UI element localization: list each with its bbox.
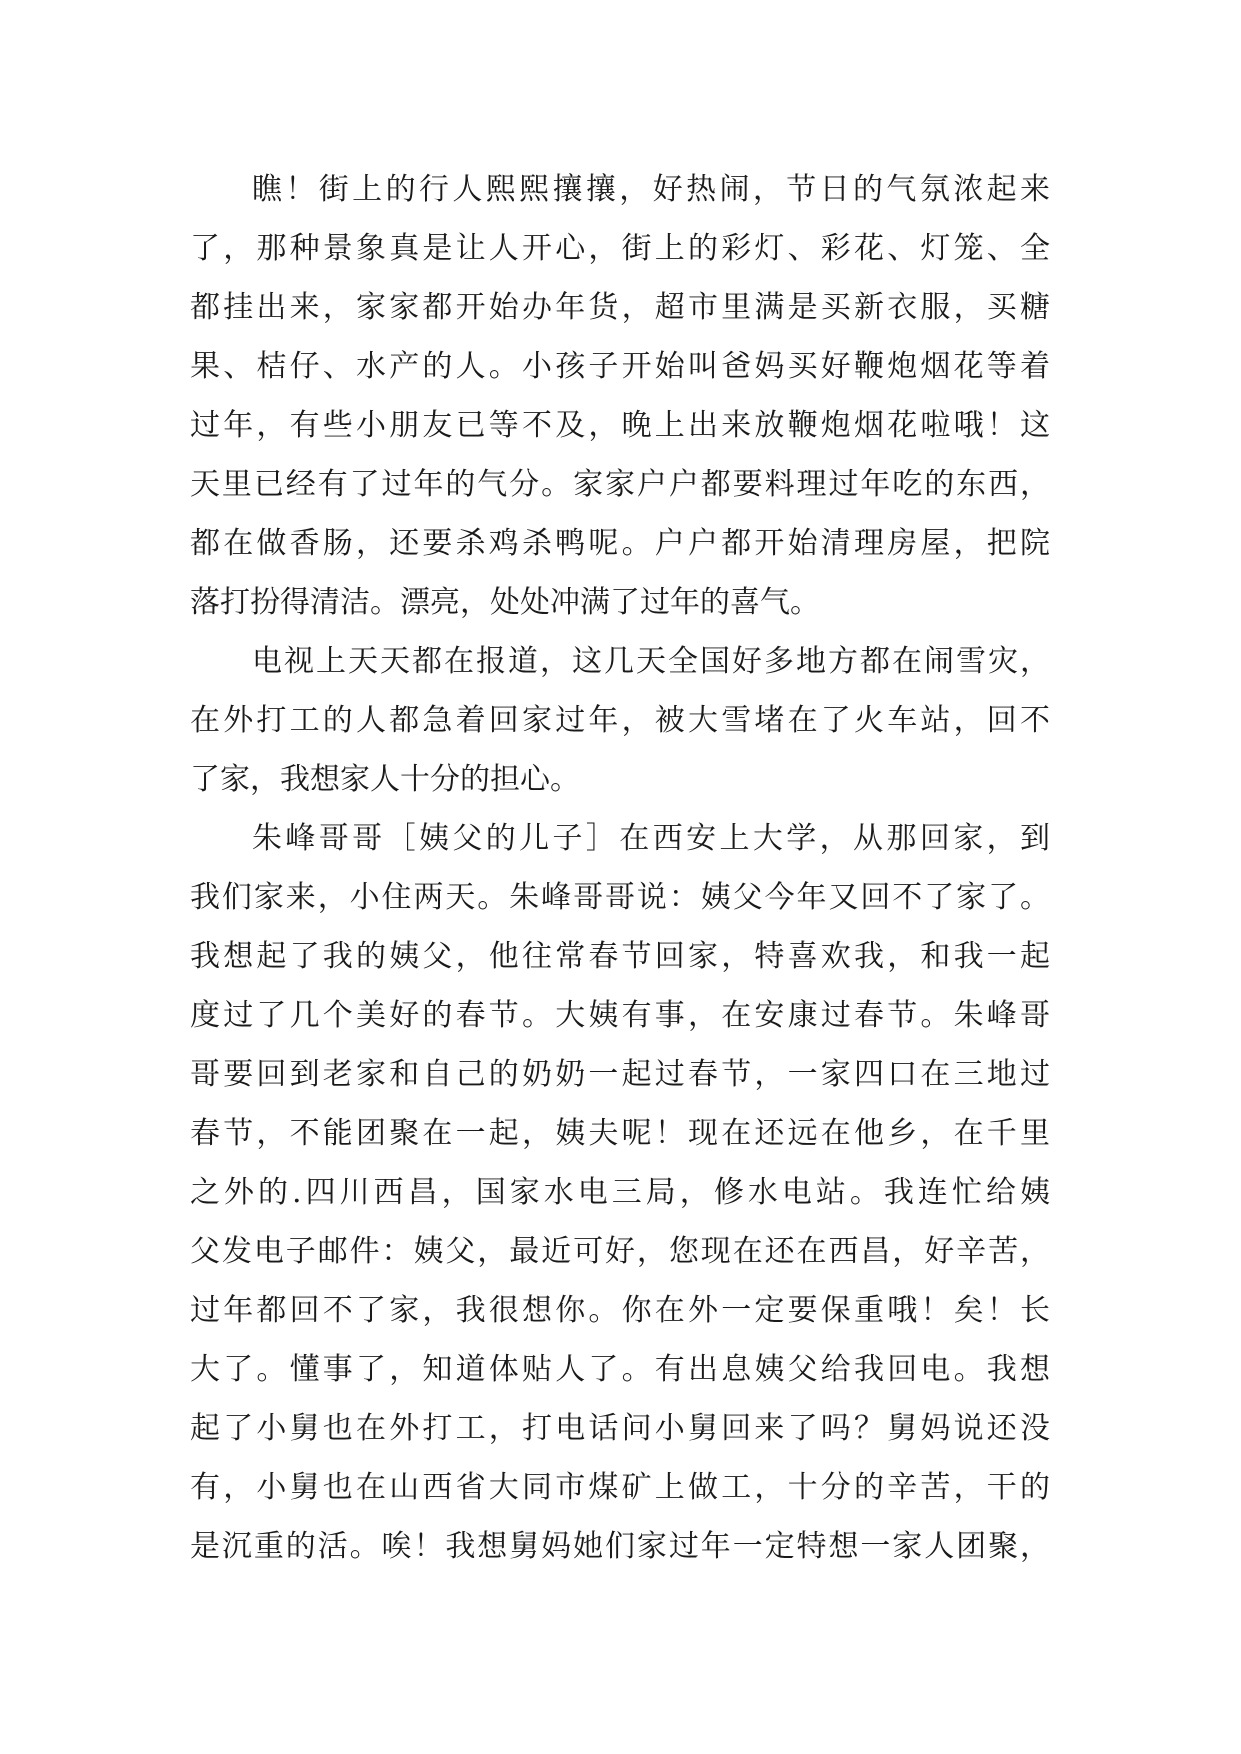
paragraph-3-line-1: 朱峰哥哥［姨父的儿子］在西安上大学，从那回家，到: [252, 821, 1050, 856]
paragraph-3-line-2: 我们家来，小住两天。朱峰哥哥说：姨父今年又回不了家了。: [190, 880, 1050, 915]
paragraph-1-line-4: 果、桔仔、水产的人。小孩子开始叫爸妈买好鞭炮烟花等着: [190, 349, 1050, 384]
paragraph-3-line-8: 父发电子邮件：姨父，最近可好，您现在还在西昌，好辛苦，: [190, 1234, 1050, 1269]
paragraph-3-line-13: 是沉重的活。唉！我想舅妈她们家过年一定特想一家人团聚，: [190, 1529, 1050, 1564]
paragraph-1-line-1: 瞧！街上的行人熙熙攘攘，好热闹，节日的气氛浓起来: [252, 172, 1050, 207]
paragraph-1-line-5: 过年，有些小朋友已等不及，晚上出来放鞭炮烟花啦哦！这: [190, 408, 1050, 443]
paragraph-1-line-2: 了，那种景象真是让人开心，街上的彩灯、彩花、灯笼、全: [190, 231, 1050, 266]
paragraph-3-line-10: 大了。懂事了，知道体贴人了。有出息姨父给我回电。我想: [190, 1352, 1050, 1387]
paragraph-2-line-3: 了家，我想家人十分的担心。: [190, 762, 580, 797]
paragraph-3-line-12: 有，小舅也在山西省大同市煤矿上做工，十分的辛苦，干的: [190, 1470, 1050, 1505]
paragraph-1-line-3: 都挂出来，家家都开始办年货，超市里满是买新衣服，买糖: [190, 290, 1050, 325]
paragraph-2-line-2: 在外打工的人都急着回家过年，被大雪堵在了火车站，回不: [190, 703, 1050, 738]
paragraph-3-line-11: 起了小舅也在外打工，打电话问小舅回来了吗？舅妈说还没: [190, 1411, 1050, 1446]
paragraph-3-line-9: 过年都回不了家，我很想你。你在外一定要保重哦！矣！长: [190, 1293, 1050, 1328]
paragraph-3-line-6: 春节，不能团聚在一起，姨夫呢！现在还远在他乡，在千里: [190, 1116, 1050, 1151]
paragraph-3-line-7: 之外的.四川西昌，国家水电三局，修水电站。我连忙给姨: [190, 1175, 1050, 1210]
paragraph-3-line-5: 哥要回到老家和自己的奶奶一起过春节，一家四口在三地过: [190, 1057, 1050, 1092]
paragraph-1-line-8: 落打扮得清洁。漂亮，处处冲满了过年的喜气。: [190, 585, 820, 620]
paragraph-3-line-3: 我想起了我的姨父，他往常春节回家，特喜欢我，和我一起: [190, 939, 1050, 974]
paragraph-1-line-6: 天里已经有了过年的气分。家家户户都要料理过年吃的东西，: [190, 467, 1050, 502]
paragraph-3-line-4: 度过了几个美好的春节。大姨有事，在安康过春节。朱峰哥: [190, 998, 1050, 1033]
paragraph-2-line-1: 电视上天天都在报道，这几天全国好多地方都在闹雪灾，: [252, 644, 1050, 679]
document-body: [190, 160, 1050, 1576]
paragraph-1-line-7: 都在做香肠，还要杀鸡杀鸭呢。户户都开始清理房屋，把院: [190, 526, 1050, 561]
